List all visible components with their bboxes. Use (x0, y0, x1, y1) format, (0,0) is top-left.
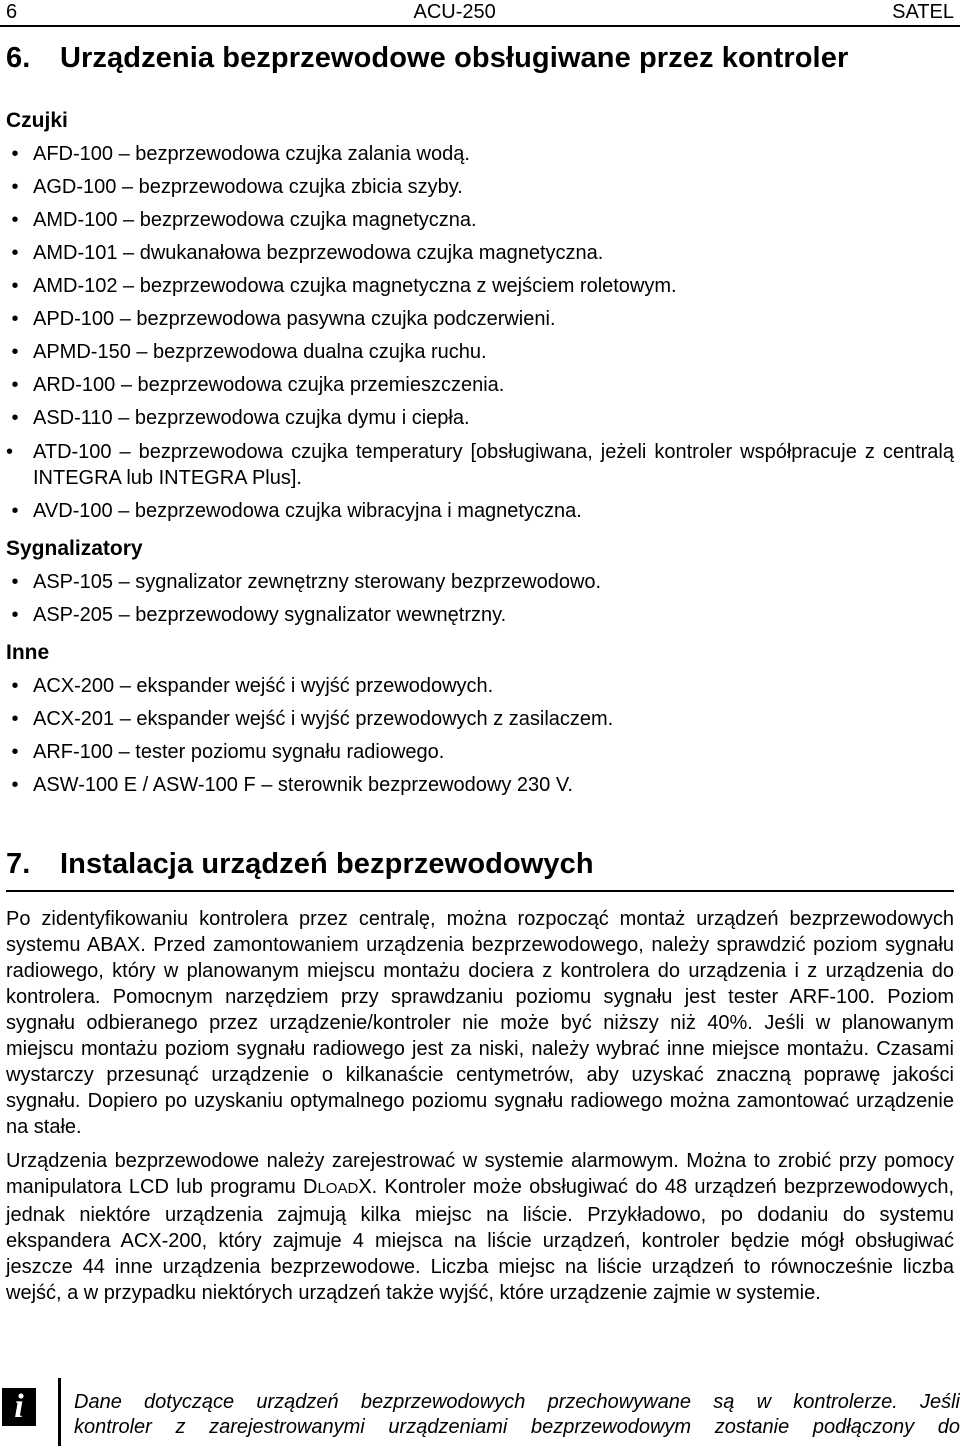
brand-name: SATEL (892, 0, 954, 23)
list-item-text: AFD-100 – bezprzewodowa czujka zalania wodą. (33, 143, 470, 165)
bullet-icon: • (11, 774, 19, 796)
list-item (6, 274, 954, 299)
list-item (6, 373, 954, 398)
section-6-heading (6, 40, 954, 76)
page-number: 6 (6, 0, 18, 23)
section-7-paragraph-1: Po zidentyfikowaniu kontrolera przez centralę, można rozpocząć montaż urządzeń bezprzewodowych systemu ABAX. Przed zamontowaniem urządzenia bezprzewodowego, należy sprawdzić poziom sygnału radiowego, który w planowanym miejscu montażu dociera z kontrolera do urządzenia i z urządzenia do kontrolera. Pomocnym narzędziem przy sprawdzaniu poziomu sygnału jest tester ARF-100. Poziom sygnału odbieranego przez urządzenie/kontroler nie może być niższy niż 40%. Jeśli w planowanym miejscu montażu poziom sygnału radiowego jest za niski, należy wybrać inne miejsce montażu. Czasami wystarczy przesunąć urządzenie o kilkanaście centymetrów, aby uzyskać znaczną poprawę jakości sygnału. Dopiero po uzyskaniu optymalnego poziomu sygnału radiowego można zamontować urządzenie na stałe. (6, 908, 954, 1138)
section-6-number: 6. (6, 42, 31, 74)
list-item-text: AMD-102 – bezprzewodowa czujka magnetyczna z wejściem roletowym. (33, 275, 677, 297)
list-item (6, 674, 954, 699)
bullet-icon: • (11, 308, 19, 330)
list-item (6, 707, 954, 732)
list-item (6, 570, 954, 595)
paragraph-2-part-1: Urządzenia bezprzewodowe należy zarejestrować w systemie alarmowym. Można to zrobić przy pomocy manipulatora LCD lub programu (6, 1150, 954, 1198)
list-item (6, 499, 954, 524)
list-item (6, 241, 954, 266)
list-item-text: ASP-205 – bezprzewodowy sygnalizator wewnętrzny. (33, 604, 507, 626)
list-item-text: ARD-100 – bezprzewodowa czujka przemieszczenia. (33, 374, 505, 396)
bullet-icon: • (11, 341, 19, 363)
bullet-icon: • (11, 708, 19, 730)
bullet-icon: • (11, 275, 19, 297)
list-item (6, 603, 954, 628)
list-item (6, 439, 954, 491)
list-item-text: ACX-201 – ekspander wejść i wyjść przewodowych z zasilaczem. (33, 708, 614, 730)
note-line-2: kontroler z zarejestrowanymi urządzeniami bezprzewodowym zostanie podłączony do (74, 1416, 960, 1438)
dloadx-load: LOAD (317, 1180, 359, 1197)
note-divider (58, 1378, 61, 1446)
bullet-icon: • (11, 741, 19, 763)
group-heading-czujki: Czujki (6, 109, 68, 132)
list-item (6, 208, 954, 233)
list-item (6, 340, 954, 365)
bullet-icon: • (6, 441, 14, 463)
list-item-text: AMD-100 – bezprzewodowa czujka magnetyczna. (33, 209, 477, 231)
list-item-text: AVD-100 – bezprzewodowa czujka wibracyjna i magnetyczna. (33, 500, 582, 522)
bullet-icon: • (11, 242, 19, 264)
bullet-icon: • (11, 604, 19, 626)
list-item (6, 307, 954, 332)
list-item-text: ARF-100 – tester poziomu sygnału radiowego. (33, 741, 445, 763)
note-line-1: Dane dotyczące urządzeń bezprzewodowych przechowywane są w kontrolerze. Jeśli (74, 1391, 960, 1413)
bullet-icon: • (11, 571, 19, 593)
section-6-title: Urządzenia bezprzewodowe obsługiwane przez kontroler (60, 42, 849, 74)
section-7-title: Instalacja urządzeń bezprzewodowych (60, 848, 594, 880)
section-7-paragraph-2 (6, 1148, 954, 1306)
sirens-list (6, 570, 954, 628)
bullet-icon: • (11, 176, 19, 198)
group-heading-sygnalizatory: Sygnalizatory (6, 537, 143, 560)
list-item (6, 175, 954, 200)
info-icon: i (2, 1388, 36, 1426)
dloadx-name (303, 1176, 372, 1198)
list-item (6, 142, 954, 167)
bullet-icon: • (11, 374, 19, 396)
list-item (6, 773, 954, 798)
header-rule (0, 25, 960, 27)
note-text (74, 1390, 960, 1440)
bullet-icon: • (11, 675, 19, 697)
list-item-text: APD-100 – bezprzewodowa pasywna czujka podczerwieni. (33, 308, 556, 330)
section-7-rule (6, 890, 954, 892)
bullet-icon: • (11, 500, 19, 522)
list-item-text: ASW-100 E / ASW-100 F – sterownik bezprzewodowy 230 V. (33, 774, 573, 796)
other-devices-list (6, 674, 954, 798)
section-7-heading (6, 846, 954, 882)
detectors-list (6, 142, 954, 524)
group-heading-inne: Inne (6, 641, 50, 664)
list-item (6, 406, 954, 431)
section-7-number: 7. (6, 848, 31, 880)
bullet-icon: • (11, 143, 19, 165)
document-title: ACU-250 (413, 0, 496, 23)
list-item-text: ATD-100 – bezprzewodowa czujka temperatury [obsługiwana, jeżeli kontroler współpracuje z centralą INTEGRA lub INTEGRA Plus]. (33, 441, 954, 489)
list-item-text: ASP-105 – sygnalizator zewnętrzny sterowany bezprzewodowo. (33, 571, 602, 593)
dloadx-d: D (303, 1176, 318, 1198)
list-item-text: APMD-150 – bezprzewodowa dualna czujka ruchu. (33, 341, 487, 363)
bullet-icon: • (11, 407, 19, 429)
page-content (6, 30, 954, 1306)
list-item-text: ASD-110 – bezprzewodowa czujka dymu i ciepła. (33, 407, 470, 429)
list-item (6, 740, 954, 765)
paragraph-2-part-2: . Kontroler może obsługiwać do 48 urządzeń bezprzewodowych, jednak niektóre urządzenia zajmują kilka miejsc na liście. Przykładowo, po dodaniu do systemu ekspandera ACX-200, który zajmuje 4 miejsca na liście urządzeń, kontroler będzie mógł obsługiwać jeszcze 44 inne urządzenia bezprzewodowe. Liczba miejsc na liście urządzeń to równocześnie liczba wejść, a w przypadku niektórych urządzeń także wyjść, które urządzenie zajmie w systemie. (6, 1176, 954, 1304)
list-item-text: ACX-200 – ekspander wejść i wyjść przewodowych. (33, 675, 494, 697)
info-note (0, 1378, 960, 1448)
list-item-text: AMD-101 – dwukanałowa bezprzewodowa czujka magnetyczna. (33, 242, 604, 264)
page-header (6, 0, 954, 24)
dloadx-x: X (358, 1176, 372, 1198)
bullet-icon: • (11, 209, 19, 231)
list-item-text: AGD-100 – bezprzewodowa czujka zbicia szyby. (33, 176, 463, 198)
